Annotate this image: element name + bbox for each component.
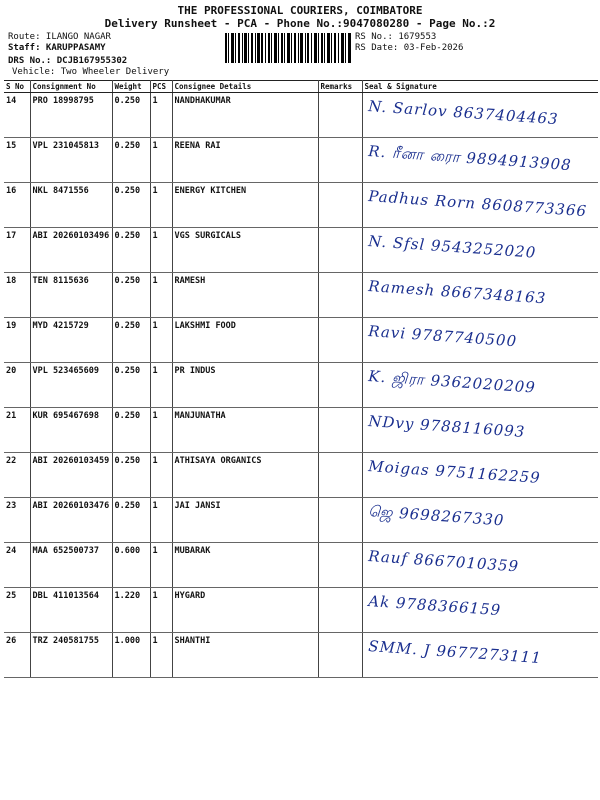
handwritten-signature: SMM. J 9677273111 bbox=[367, 637, 542, 668]
cell-remarks bbox=[318, 363, 362, 408]
cell-weight: 0.600 bbox=[112, 543, 150, 588]
cell-signature bbox=[362, 408, 598, 453]
cell-pcs: 1 bbox=[150, 138, 172, 183]
cell-signature bbox=[362, 633, 598, 678]
col-consignee: Consignee Details bbox=[172, 81, 318, 93]
cell-remarks bbox=[318, 498, 362, 543]
cell-consignee: HYGARD bbox=[172, 588, 318, 633]
cell-consignee: MANJUNATHA bbox=[172, 408, 318, 453]
col-sno: S No bbox=[4, 81, 30, 93]
col-remarks: Remarks bbox=[318, 81, 362, 93]
runsheet-subtitle: Delivery Runsheet - PCA - Phone No.:9047080280 - Page No.:2 bbox=[104, 17, 496, 30]
route-label: Route: ILANGO NAGAR bbox=[8, 32, 111, 42]
cell-sno: 24 bbox=[4, 543, 30, 588]
cell-consignee: ENERGY KITCHEN bbox=[172, 183, 318, 228]
cell-signature bbox=[362, 183, 598, 228]
cell-sno: 14 bbox=[4, 93, 30, 138]
cell-sno: 18 bbox=[4, 273, 30, 318]
barcode bbox=[225, 33, 351, 63]
cell-signature bbox=[362, 453, 598, 498]
table-row bbox=[4, 273, 598, 318]
cell-consignee: ATHISAYA ORGANICS bbox=[172, 453, 318, 498]
rs-date: RS Date: 03-Feb-2026 bbox=[355, 43, 464, 53]
cell-pcs: 1 bbox=[150, 408, 172, 453]
col-weight: Weight bbox=[112, 81, 150, 93]
cell-pcs: 1 bbox=[150, 453, 172, 498]
cell-consignment: KUR 695467698 bbox=[30, 408, 112, 453]
cell-weight: 0.250 bbox=[112, 228, 150, 273]
cell-signature bbox=[362, 498, 598, 543]
handwritten-signature: ஜெ 9698267330 bbox=[367, 502, 505, 530]
cell-sno: 19 bbox=[4, 318, 30, 363]
cell-consignment: TRZ 240581755 bbox=[30, 633, 112, 678]
cell-signature bbox=[362, 138, 598, 183]
cell-consignee: JAI JANSI bbox=[172, 498, 318, 543]
cell-remarks bbox=[318, 183, 362, 228]
cell-weight: 1.220 bbox=[112, 588, 150, 633]
cell-pcs: 1 bbox=[150, 228, 172, 273]
cell-remarks bbox=[318, 543, 362, 588]
company-title: THE PROFESSIONAL COURIERS, COIMBATORE bbox=[177, 4, 423, 17]
table-row bbox=[4, 183, 598, 228]
table-row bbox=[4, 498, 598, 543]
table-row bbox=[4, 228, 598, 273]
cell-weight: 0.250 bbox=[112, 138, 150, 183]
cell-remarks bbox=[318, 273, 362, 318]
cell-pcs: 1 bbox=[150, 498, 172, 543]
cell-pcs: 1 bbox=[150, 183, 172, 228]
cell-remarks bbox=[318, 453, 362, 498]
rs-number: RS No.: 1679553 bbox=[355, 32, 437, 42]
cell-weight: 0.250 bbox=[112, 318, 150, 363]
cell-signature bbox=[362, 363, 598, 408]
table-row bbox=[4, 543, 598, 588]
cell-weight: 0.250 bbox=[112, 453, 150, 498]
cell-consignee: NANDHAKUMAR bbox=[172, 93, 318, 138]
cell-sno: 25 bbox=[4, 588, 30, 633]
cell-remarks bbox=[318, 408, 362, 453]
cell-pcs: 1 bbox=[150, 93, 172, 138]
cell-pcs: 1 bbox=[150, 633, 172, 678]
cell-sno: 21 bbox=[4, 408, 30, 453]
table-row bbox=[4, 633, 598, 678]
col-consignment: Consignment No bbox=[30, 81, 112, 93]
cell-weight: 1.000 bbox=[112, 633, 150, 678]
cell-sno: 16 bbox=[4, 183, 30, 228]
col-seal-signature: Seal & Signature bbox=[362, 81, 598, 93]
table-row bbox=[4, 318, 598, 363]
cell-signature bbox=[362, 93, 598, 138]
cell-consignment: VPL 523465609 bbox=[30, 363, 112, 408]
cell-consignee: RAMESH bbox=[172, 273, 318, 318]
vehicle-label: Vehicle: Two Wheeler Delivery bbox=[12, 67, 170, 77]
table-row bbox=[4, 453, 598, 498]
col-pcs: PCS bbox=[150, 81, 172, 93]
handwritten-signature: N. Sarlov 8637404463 bbox=[367, 97, 559, 129]
cell-weight: 0.250 bbox=[112, 363, 150, 408]
cell-consignee: MUBARAK bbox=[172, 543, 318, 588]
cell-consignment: DBL 411013564 bbox=[30, 588, 112, 633]
table-row bbox=[4, 363, 598, 408]
table-header-row bbox=[4, 81, 598, 93]
cell-pcs: 1 bbox=[150, 588, 172, 633]
cell-consignment: ABI 20260103459 bbox=[30, 453, 112, 498]
cell-signature bbox=[362, 318, 598, 363]
cell-sno: 17 bbox=[4, 228, 30, 273]
cell-sno: 20 bbox=[4, 363, 30, 408]
cell-consignee: PR INDUS bbox=[172, 363, 318, 408]
table-row bbox=[4, 588, 598, 633]
cell-remarks bbox=[318, 633, 362, 678]
cell-remarks bbox=[318, 228, 362, 273]
handwritten-signature: Rauf 8667010359 bbox=[367, 547, 520, 576]
cell-sno: 23 bbox=[4, 498, 30, 543]
cell-consignee: REENA RAI bbox=[172, 138, 318, 183]
cell-remarks bbox=[318, 93, 362, 138]
cell-pcs: 1 bbox=[150, 543, 172, 588]
cell-consignment: ABI 20260103496 bbox=[30, 228, 112, 273]
table-row bbox=[4, 93, 598, 138]
cell-consignee: SHANTHI bbox=[172, 633, 318, 678]
cell-pcs: 1 bbox=[150, 363, 172, 408]
cell-consignment: MYD 4215729 bbox=[30, 318, 112, 363]
cell-weight: 0.250 bbox=[112, 93, 150, 138]
cell-consignment: PRO 18998795 bbox=[30, 93, 112, 138]
cell-weight: 0.250 bbox=[112, 498, 150, 543]
handwritten-signature: Padhus Rorn 8608773366 bbox=[367, 187, 588, 221]
cell-sno: 22 bbox=[4, 453, 30, 498]
cell-consignment: TEN 8115636 bbox=[30, 273, 112, 318]
cell-signature bbox=[362, 228, 598, 273]
cell-weight: 0.250 bbox=[112, 408, 150, 453]
drs-number: DRS No.: DCJB167955302 bbox=[8, 56, 128, 66]
cell-consignment: ABI 20260103476 bbox=[30, 498, 112, 543]
handwritten-signature: N. Sfsl 9543252020 bbox=[367, 232, 537, 262]
cell-sno: 26 bbox=[4, 633, 30, 678]
cell-signature bbox=[362, 543, 598, 588]
cell-consignment: MAA 652500737 bbox=[30, 543, 112, 588]
cell-pcs: 1 bbox=[150, 273, 172, 318]
cell-pcs: 1 bbox=[150, 318, 172, 363]
cell-remarks bbox=[318, 588, 362, 633]
cell-weight: 0.250 bbox=[112, 183, 150, 228]
handwritten-signature: Ramesh 8667348163 bbox=[367, 277, 547, 308]
cell-remarks bbox=[318, 138, 362, 183]
staff-label: Staff: KARUPPASAMY bbox=[8, 43, 106, 53]
cell-consignee: VGS SURGICALS bbox=[172, 228, 318, 273]
table-row bbox=[4, 408, 598, 453]
handwritten-signature: Moigas 9751162259 bbox=[367, 457, 541, 487]
cell-consignment: NKL 8471556 bbox=[30, 183, 112, 228]
cell-sno: 15 bbox=[4, 138, 30, 183]
handwritten-signature: NDvy 9788116093 bbox=[367, 412, 526, 441]
cell-consignment: VPL 231045813 bbox=[30, 138, 112, 183]
runsheet-table bbox=[4, 80, 598, 678]
table-row bbox=[4, 138, 598, 183]
cell-remarks bbox=[318, 318, 362, 363]
cell-signature bbox=[362, 588, 598, 633]
handwritten-signature: Ak 9788366159 bbox=[367, 592, 502, 620]
handwritten-signature: K. ஜிரா 9362020209 bbox=[367, 367, 536, 397]
cell-consignee: LAKSHMI FOOD bbox=[172, 318, 318, 363]
cell-signature bbox=[362, 273, 598, 318]
handwritten-signature: Ravi 9787740500 bbox=[367, 322, 518, 351]
cell-weight: 0.250 bbox=[112, 273, 150, 318]
handwritten-signature: R. ரீனா ரைா 9894913908 bbox=[367, 142, 572, 175]
